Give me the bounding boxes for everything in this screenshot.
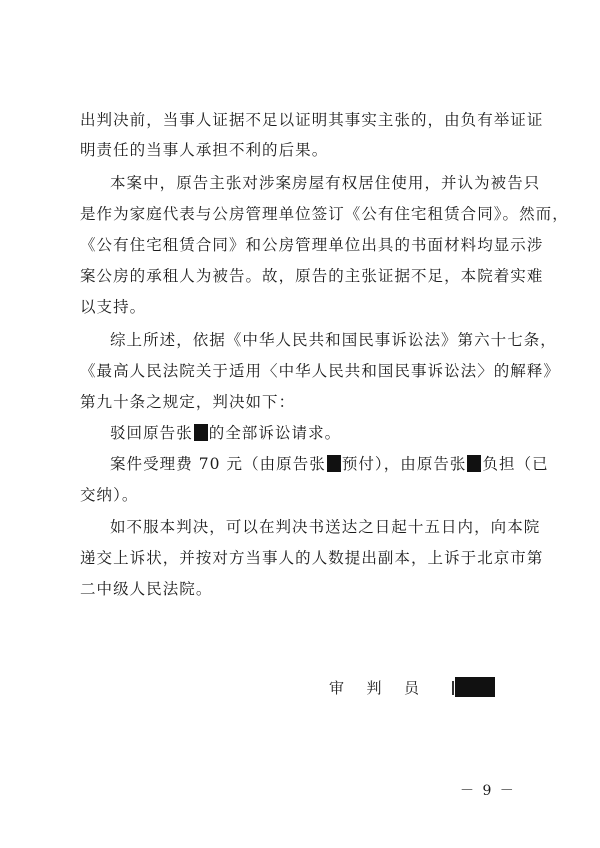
text-span: 负担（已 — [482, 455, 549, 473]
paragraph-line: 《公有住宅租赁合同》和公房管理单位出具的书面材料均显示涉 — [80, 236, 544, 254]
paragraph-line: 本案中，原告主张对涉案房屋有权居住使用，并认为被告只 — [110, 174, 541, 192]
text-span: 案件受理费 70 元（由原告张 — [110, 455, 326, 473]
judge-name-redaction — [455, 677, 495, 697]
paragraph-line: 第九十条之规定，判决如下： — [80, 393, 296, 411]
text-span: 预付），由原告张 — [341, 455, 467, 473]
signature-char: 员 — [403, 679, 419, 697]
signature-char: 判 — [366, 679, 382, 697]
redaction-block — [467, 455, 481, 472]
text-span: 的全部诉讼请求。 — [208, 424, 342, 442]
paragraph-line: 案公房的承租人为被告。故，原告的主张证据不足，本院着实难 — [80, 267, 544, 285]
paragraph-line: 以支持。 — [80, 298, 147, 316]
redaction-block — [194, 424, 208, 441]
signature-char: 审 — [329, 679, 345, 697]
text-span: 驳回原告张 — [110, 424, 193, 442]
paragraph-line: 综上所述，依据《中华人民共和国民事诉讼法》第六十七条， — [110, 331, 557, 349]
page-number: － 9 － — [460, 783, 516, 799]
paragraph-line — [110, 453, 549, 475]
signature-mark — [452, 681, 454, 695]
redaction-block — [327, 455, 341, 472]
paragraph-line: 递交上诉状，并按对方当事人的人数提出副本，上诉于北京市第 — [80, 549, 544, 567]
judge-signature-title — [329, 677, 419, 698]
paragraph-line: 二中级人民法院。 — [80, 580, 213, 598]
paragraph-line: 《最高人民法院关于适用〈中华人民共和国民事诉讼法〉的解释》 — [80, 362, 560, 380]
paragraph-line: 明责任的当事人承担不利的后果。 — [80, 141, 329, 159]
paragraph-line — [110, 422, 341, 444]
paragraph-line: 是作为家庭代表与公房管理单位签订《公有住宅租赁合同》。然而， — [80, 205, 569, 223]
paragraph-line: 交纳）。 — [80, 486, 139, 504]
signature-label — [329, 677, 419, 698]
paragraph-line: 出判决前，当事人证据不足以证明其事实主张的，由负有举证证 — [80, 111, 544, 129]
paragraph-line: 如不服本判决，可以在判决书送达之日起十五日内，向本院 — [110, 518, 541, 536]
